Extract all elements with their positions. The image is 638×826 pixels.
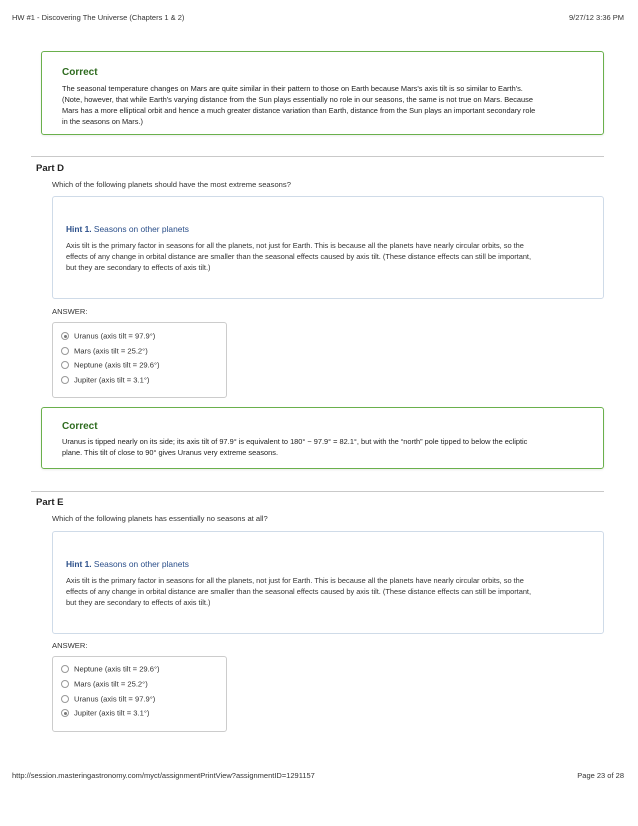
hint-title[interactable] xyxy=(66,224,189,234)
document-title: HW #1 - Discovering The Universe (Chapters 1 & 2) xyxy=(12,13,185,22)
feedback-text xyxy=(62,83,587,127)
feedback-title: Correct xyxy=(62,67,98,78)
divider xyxy=(31,156,604,157)
feedback-text xyxy=(62,436,587,458)
choice-option[interactable] xyxy=(61,375,149,387)
feedback-line: (Note, however, that while Earth's varying distance from the Sun plays essentially no role in our seasons, the same is not true on Mars. Because xyxy=(62,95,533,104)
part-e-choices xyxy=(52,656,227,732)
choice-option[interactable] xyxy=(61,346,148,358)
hint-title[interactable] xyxy=(66,559,189,569)
feedback-line: Uranus is tipped nearly on its side; its axis tilt of 97.9° is equivalent to 180° − 97.9° = 82.1°, but with the “north” pole tipped to below the ecliptic xyxy=(62,437,528,446)
hint-text xyxy=(66,240,589,273)
radio-icon[interactable] xyxy=(61,376,69,384)
answer-label: ANSWER: xyxy=(52,307,88,316)
choice-label: Mars (axis tilt = 25.2°) xyxy=(74,679,148,689)
radio-selected-icon[interactable] xyxy=(61,332,69,340)
choice-option[interactable] xyxy=(61,708,149,720)
part-e-title: Part E xyxy=(36,497,64,508)
choice-option[interactable] xyxy=(61,360,160,372)
part-d-title: Part D xyxy=(36,163,64,174)
page-number: Page 23 of 28 xyxy=(577,771,624,780)
choice-option[interactable] xyxy=(61,331,155,343)
hint-link[interactable]: Seasons on other planets xyxy=(93,559,189,569)
hint-line: but they are secondary to effects of axis tilt.) xyxy=(66,598,211,607)
radio-icon[interactable] xyxy=(61,680,69,688)
hint-number: Hint 1. xyxy=(66,224,92,234)
part-d-choices xyxy=(52,322,227,398)
choice-label: Uranus (axis tilt = 97.9°) xyxy=(74,694,156,703)
feedback-line: plane. This tilt of close to 90° gives Uranus very extreme seasons. xyxy=(62,448,279,457)
feedback-title: Correct xyxy=(62,421,98,432)
radio-selected-icon[interactable] xyxy=(61,709,69,717)
hint-number: Hint 1. xyxy=(66,559,92,569)
choice-label: Jupiter (axis tilt = 3.1°) xyxy=(74,708,150,718)
radio-icon[interactable] xyxy=(61,665,69,673)
choice-option[interactable] xyxy=(61,679,148,691)
feedback-line: Mars has a more elliptical orbit and hence a much greater distance variation than Earth, distance from the Sun plays an important secondary role xyxy=(62,106,536,115)
feedback-line: in the seasons on Mars.) xyxy=(62,117,143,126)
part-e-hint-box xyxy=(52,531,604,634)
hint-text xyxy=(66,575,589,608)
divider xyxy=(31,491,604,492)
hint-line: effects of any change in orbital distance are smaller than the seasonal effects caused by axis tilt. (These distance effects can still be important, xyxy=(66,252,532,261)
radio-icon[interactable] xyxy=(61,361,69,369)
part-e-question: Which of the following planets has essentially no seasons at all? xyxy=(52,514,268,523)
choice-label: Mars (axis tilt = 25.2°) xyxy=(74,346,148,355)
choice-label: Jupiter (axis tilt = 3.1°) xyxy=(74,375,150,384)
hint-link[interactable]: Seasons on other planets xyxy=(93,224,189,234)
part-d-question: Which of the following planets should have the most extreme seasons? xyxy=(52,180,291,189)
choice-label: Neptune (axis tilt = 29.6°) xyxy=(74,360,160,370)
hint-line: Axis tilt is the primary factor in seasons for all the planets, not just for Earth. This is because all the planets have nearly circular orbits, so the xyxy=(66,576,524,585)
hint-line: effects of any change in orbital distance are smaller than the seasonal effects caused by axis tilt. (These distance effects can still be important, xyxy=(66,587,532,596)
page-url: http://session.masteringastronomy.com/myct/assignmentPrintView?assignmentID=1291157 xyxy=(12,771,315,780)
print-datetime: 9/27/12 3:36 PM xyxy=(568,13,624,22)
radio-icon[interactable] xyxy=(61,347,69,355)
radio-icon[interactable] xyxy=(61,695,69,703)
answer-label: ANSWER: xyxy=(52,641,88,650)
choice-option[interactable] xyxy=(61,664,160,676)
top-correct-feedback xyxy=(41,51,604,135)
choice-option[interactable] xyxy=(61,694,155,706)
feedback-line: The seasonal temperature changes on Mars are quite similar in their pattern to those on Earth because Mars's axis tilt is so similar to Earth's. xyxy=(62,84,523,93)
choice-label: Neptune (axis tilt = 29.6°) xyxy=(74,664,160,674)
part-d-correct-feedback xyxy=(41,407,604,469)
choice-label: Uranus (axis tilt = 97.9°) xyxy=(74,331,156,341)
part-d-hint-box xyxy=(52,196,604,299)
hint-line: Axis tilt is the primary factor in seasons for all the planets, not just for Earth. This is because all the planets have nearly circular orbits, so the xyxy=(66,241,524,250)
hint-line: but they are secondary to effects of axis tilt.) xyxy=(66,263,211,272)
